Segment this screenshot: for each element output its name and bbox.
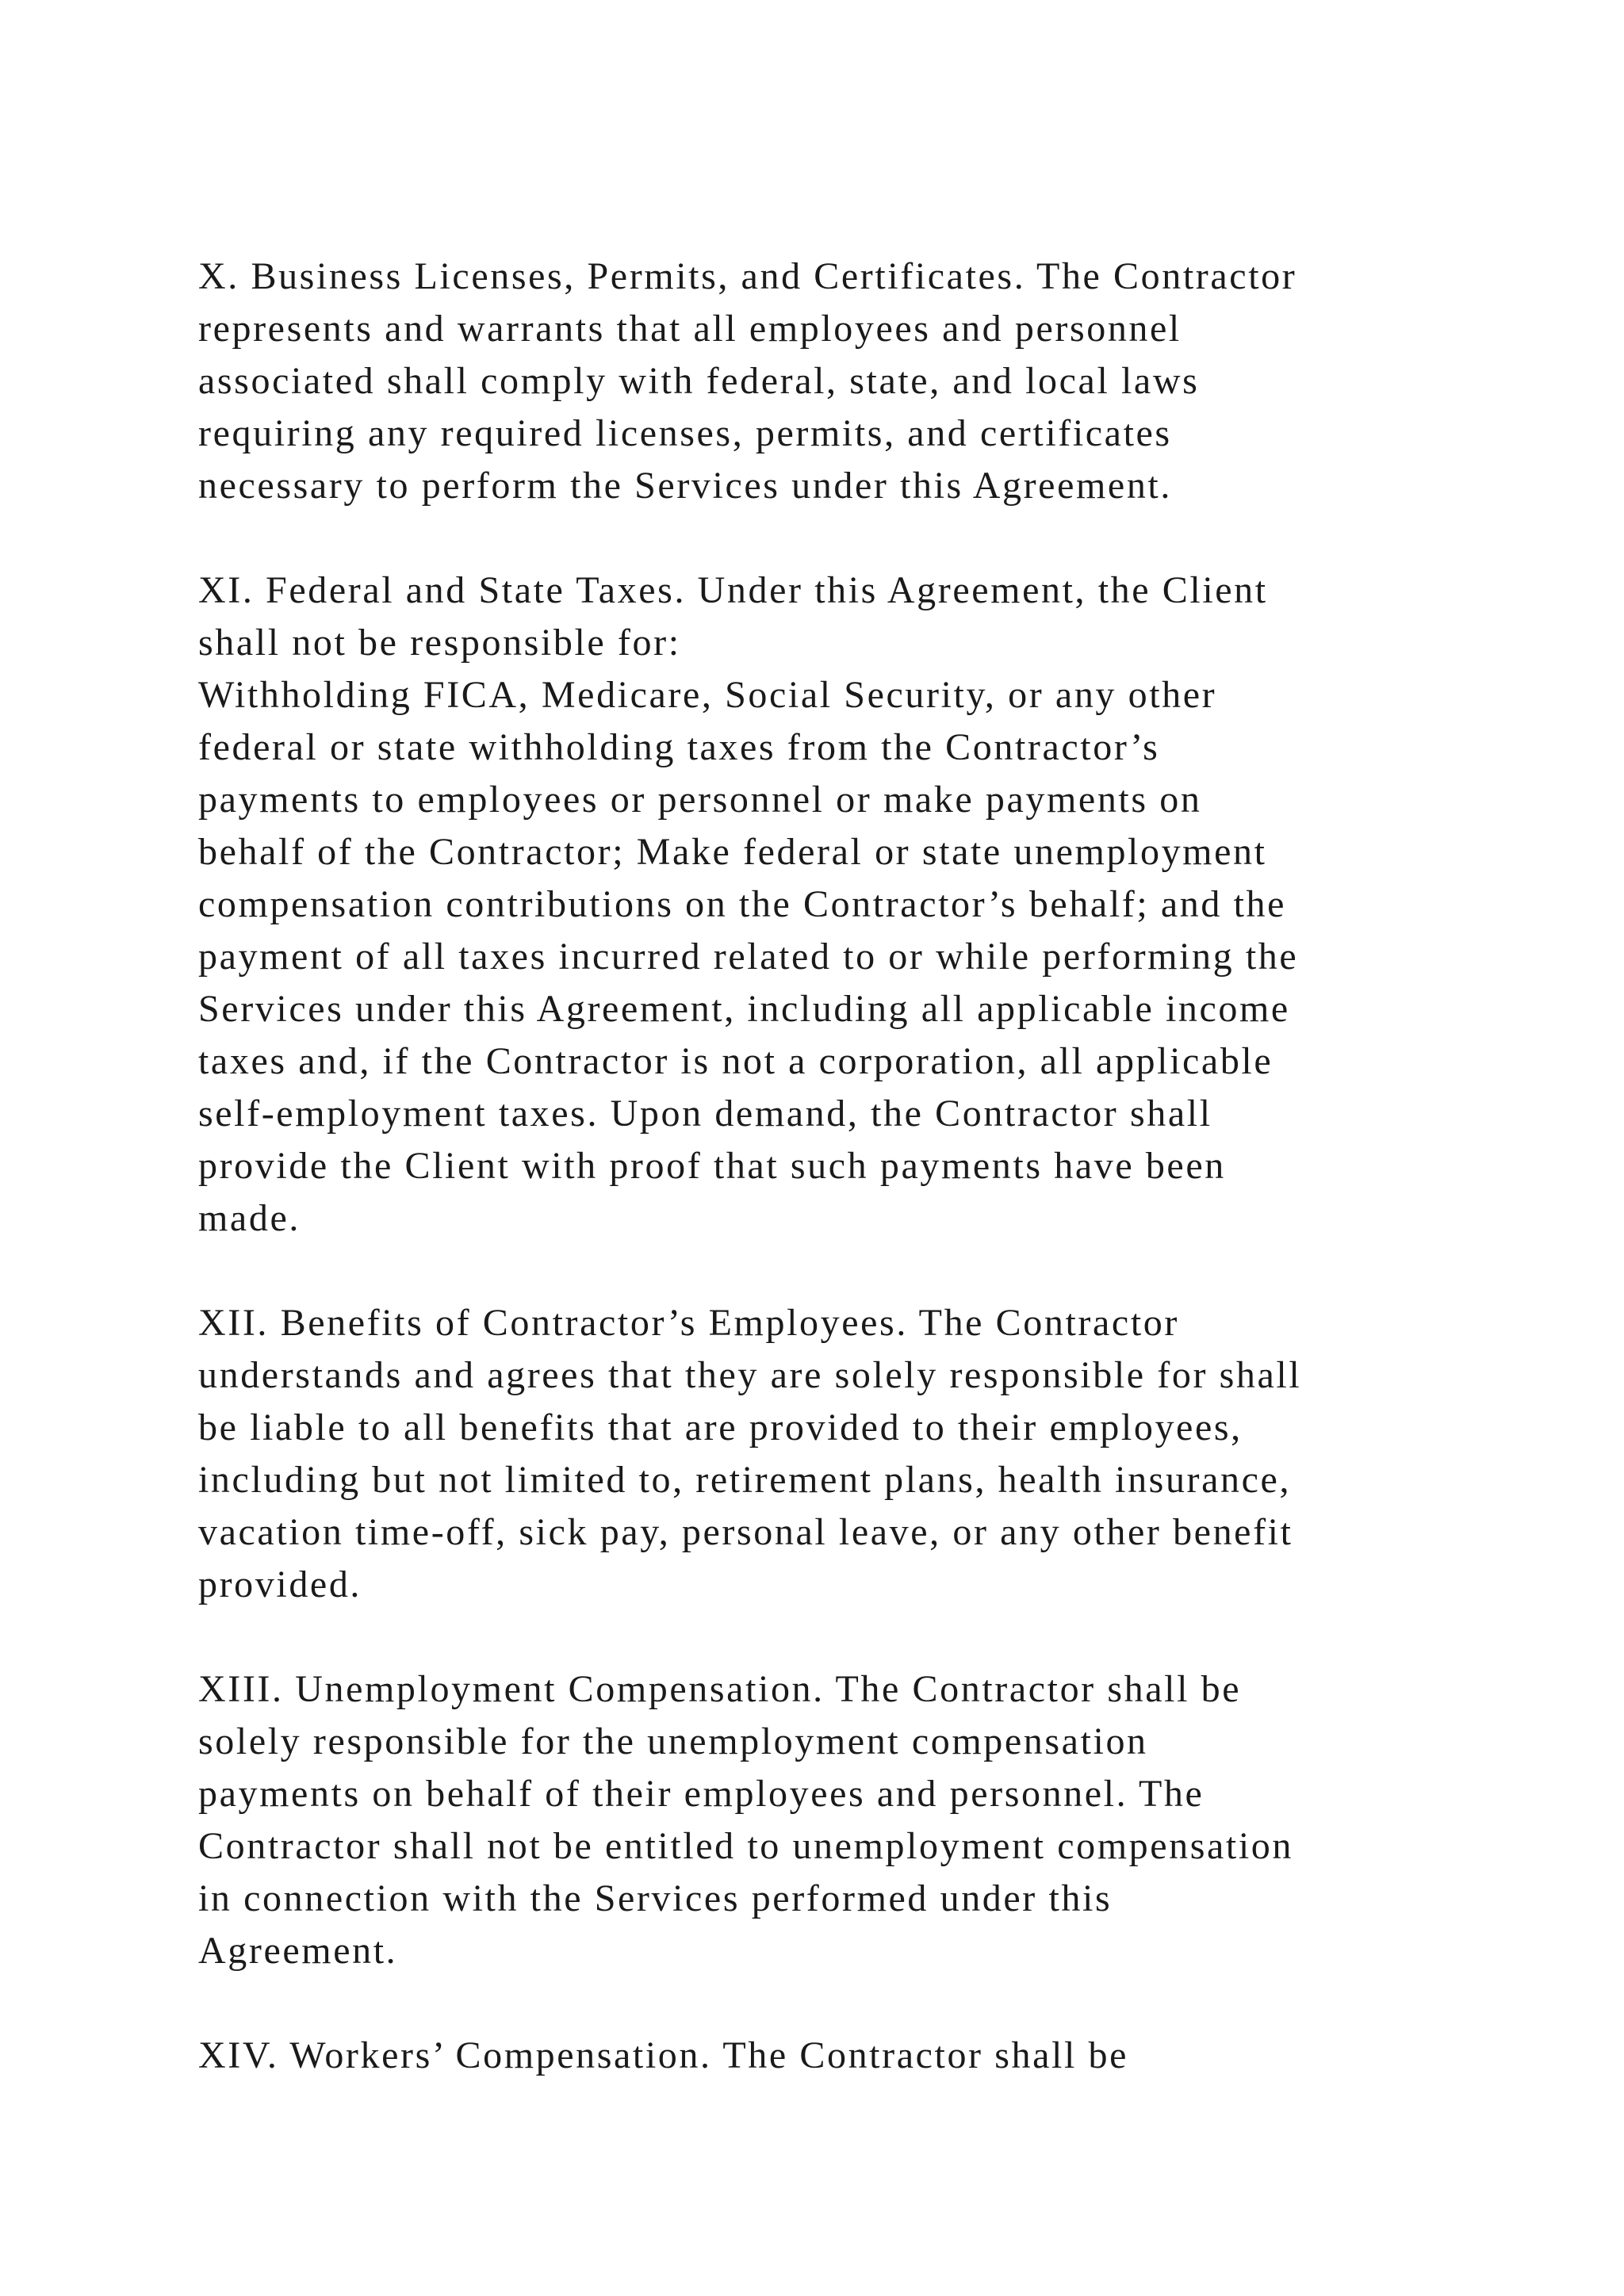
- paragraph-line: compensation contributions on the Contractor’s behalf; and the: [198, 883, 1287, 925]
- paragraph-line: shall not be responsible for:: [198, 622, 681, 664]
- paragraph-line: necessary to perform the Services under this Agreement.: [198, 465, 1172, 507]
- paragraph-line: provide the Client with proof that such payments have been: [198, 1145, 1226, 1187]
- paragraph-line: in connection with the Services performed under this: [198, 1877, 1113, 1919]
- paragraph-benefits: [198, 1297, 1546, 1611]
- paragraph-line: X. Business Licenses, Permits, and Certificates. The Contractor: [198, 255, 1297, 297]
- paragraph-unemployment-compensation: [198, 1663, 1546, 1977]
- document-body: [198, 251, 1546, 2082]
- paragraph-line: requiring any required licenses, permits, and certificates: [198, 412, 1172, 454]
- paragraph-workers-compensation: [198, 2030, 1546, 2082]
- paragraph-line: XIV. Workers’ Compensation. The Contractor shall be: [198, 2034, 1128, 2076]
- paragraph-business-licenses: [198, 251, 1546, 512]
- paragraph-line: taxes and, if the Contractor is not a corporation, all applicable: [198, 1040, 1274, 1082]
- paragraph-line: XI. Federal and State Taxes. Under this Agreement, the Client: [198, 569, 1268, 611]
- paragraph-line: federal or state withholding taxes from the Contractor’s: [198, 726, 1160, 768]
- paragraph-line: XII. Benefits of Contractor’s Employees. The Contractor: [198, 1302, 1179, 1344]
- paragraph-line: made.: [198, 1197, 301, 1239]
- paragraph-line: self-employment taxes. Upon demand, the Contractor shall: [198, 1093, 1212, 1135]
- paragraph-line: understands and agrees that they are solely responsible for shall: [198, 1354, 1302, 1396]
- paragraph-line: be liable to all benefits that are provided to their employees,: [198, 1406, 1243, 1448]
- paragraph-line: provided.: [198, 1563, 362, 1605]
- paragraph-spacer: [198, 1245, 1546, 1297]
- paragraph-line: Withholding FICA, Medicare, Social Security, or any other: [198, 674, 1217, 716]
- paragraph-line: including but not limited to, retirement plans, health insurance,: [198, 1459, 1292, 1501]
- paragraph-spacer: [198, 1977, 1546, 2030]
- paragraph-federal-state-taxes: [198, 564, 1546, 1245]
- paragraph-line: represents and warrants that all employees and personnel: [198, 308, 1182, 350]
- paragraph-spacer: [198, 1611, 1546, 1663]
- paragraph-line: vacation time-off, sick pay, personal leave, or any other benefit: [198, 1511, 1293, 1553]
- paragraph-line: associated shall comply with federal, state, and local laws: [198, 360, 1200, 402]
- paragraph-line: XIII. Unemployment Compensation. The Contractor shall be: [198, 1668, 1242, 1710]
- paragraph-spacer: [198, 512, 1546, 564]
- paragraph-line: Contractor shall not be entitled to unemployment compensation: [198, 1825, 1294, 1867]
- paragraph-line: payments to employees or personnel or make payments on: [198, 779, 1202, 821]
- paragraph-line: behalf of the Contractor; Make federal or state unemployment: [198, 831, 1267, 873]
- paragraph-line: payment of all taxes incurred related to or while performing the: [198, 936, 1299, 978]
- paragraph-line: Agreement.: [198, 1930, 398, 1972]
- paragraph-line: solely responsible for the unemployment compensation: [198, 1720, 1148, 1762]
- paragraph-line: payments on behalf of their employees and personnel. The: [198, 1773, 1205, 1815]
- paragraph-line: Services under this Agreement, including all applicable income: [198, 988, 1290, 1030]
